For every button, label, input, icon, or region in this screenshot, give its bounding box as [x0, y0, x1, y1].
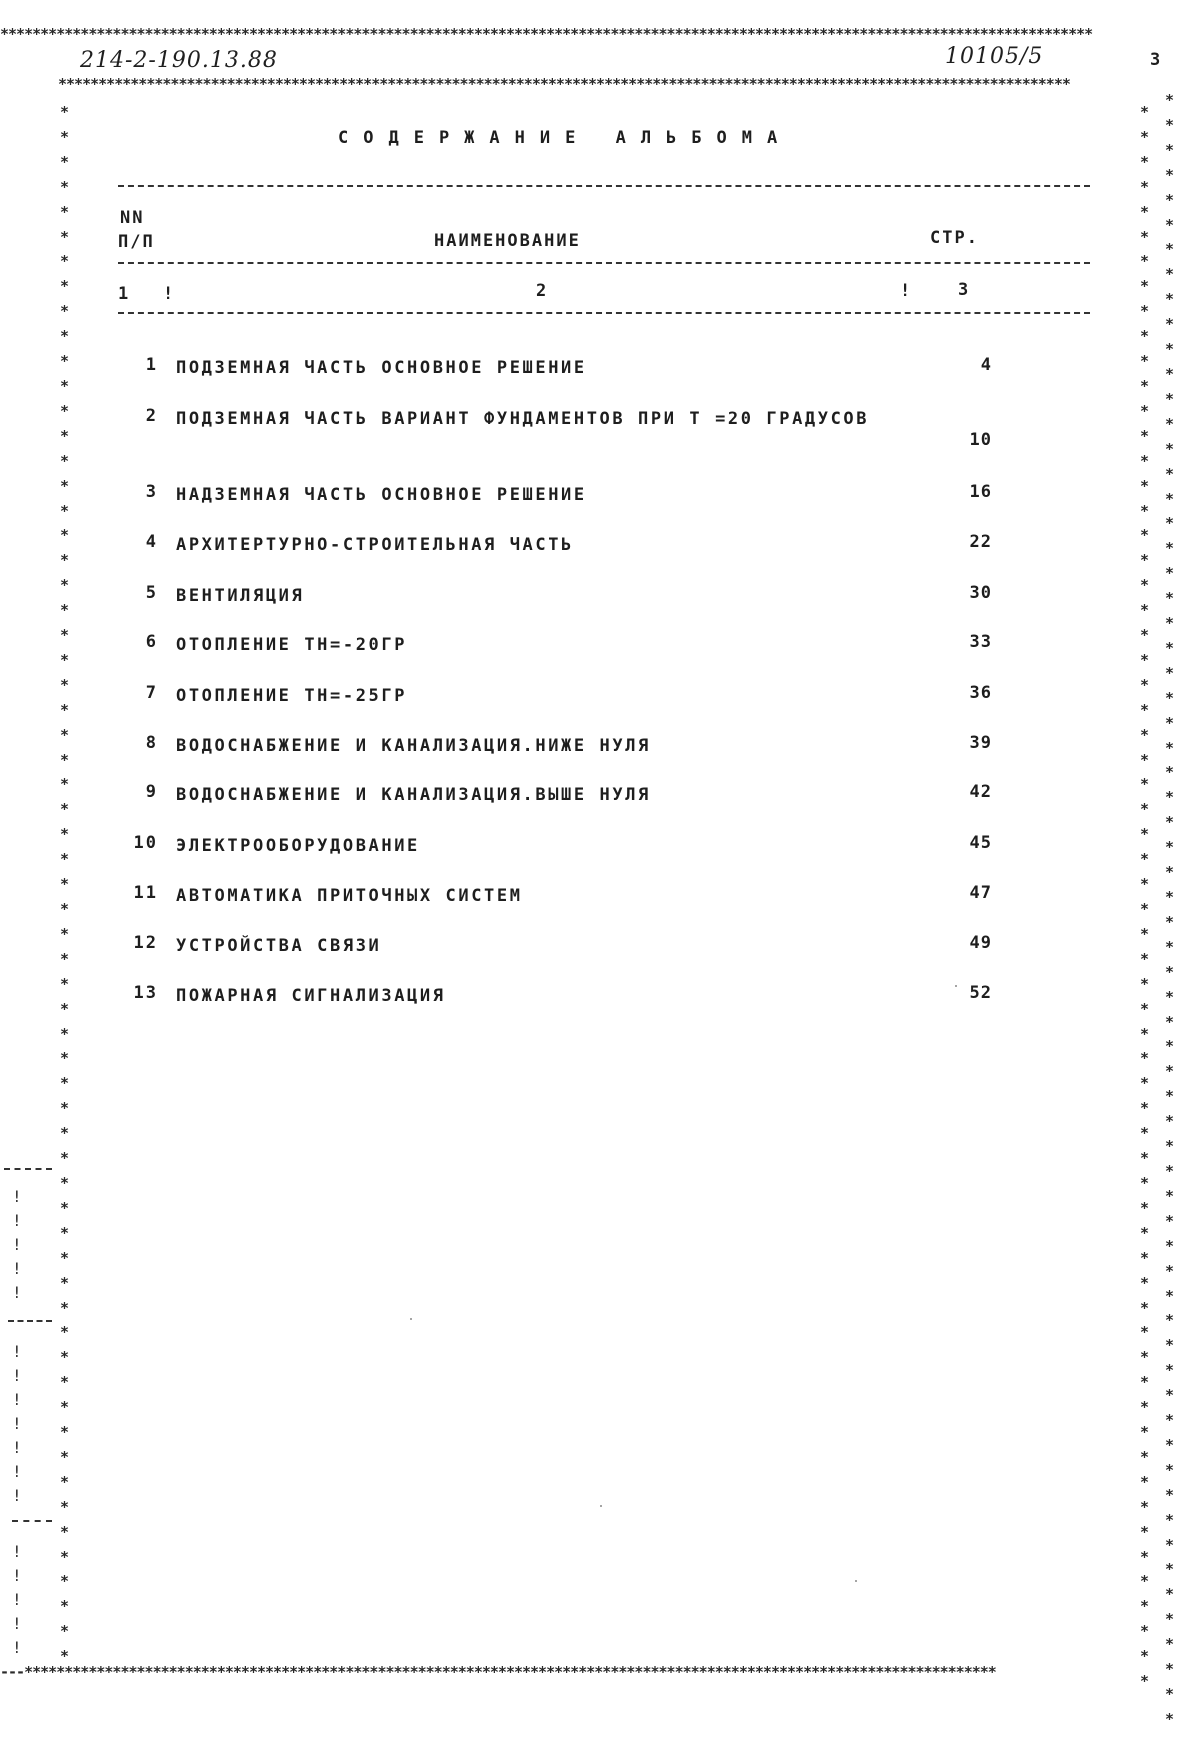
entry-name: НАДЗЕМНАЯ ЧАСТЬ ОСНОВНОЕ РЕШЕНИЕ: [176, 485, 587, 505]
toc-entry: [0, 782, 1200, 832]
col-name-header: НАИМЕНОВАНИЕ: [434, 231, 581, 251]
toc-entry: [0, 983, 1200, 1033]
col-page-header: СТР.: [930, 228, 979, 248]
entry-page: 22: [969, 532, 992, 552]
entry-name: ПОЖАРНАЯ СИГНАЛИЗАЦИЯ: [176, 986, 446, 1006]
toc-entry: [0, 883, 1200, 933]
entry-number: 4: [145, 532, 158, 552]
margin-marks: ! ! ! ! !: [12, 1187, 22, 1302]
entry-name: ОТОПЛЕНИЕ ТН=-20ГР: [176, 635, 408, 655]
entry-number: 5: [145, 583, 158, 603]
margin-dash: [8, 1320, 52, 1322]
entry-page: 10: [969, 430, 992, 450]
entry-page: 45: [969, 833, 992, 853]
toc-entry: [0, 933, 1200, 983]
sheet-number: 3: [1150, 50, 1163, 70]
entry-number: 8: [145, 733, 158, 753]
table-rule-mid: [118, 262, 1090, 264]
col-index-2: 2: [536, 281, 549, 301]
entry-name: ОТОПЛЕНИЕ ТН=-25ГР: [176, 686, 408, 706]
scan-speck: [855, 1580, 857, 1582]
toc-entry: [0, 833, 1200, 883]
entry-page: 49: [969, 933, 992, 953]
col-index-1: 1: [118, 284, 131, 304]
col-num-header-line1: NN: [120, 208, 145, 228]
toc-entry: [0, 406, 1200, 466]
entry-page: 39: [969, 733, 992, 753]
col-separator: !: [900, 281, 913, 301]
header-star-border: ******************************************************************************************************************************: [58, 75, 1070, 93]
col-num-header-line2: П/П: [118, 232, 155, 252]
entry-page: 36: [969, 683, 992, 703]
entry-number: 9: [145, 782, 158, 802]
entry-number: 1: [145, 355, 158, 375]
right-star-border-2: * * * * * * * * * * * * * * * * * * * * * * * * * * * * * * * * * * * * * * * * * * * * * * * * * * * * * * * * * * * * * * * * * *: [1164, 91, 1174, 1728]
toc-entry: [0, 683, 1200, 733]
entry-name: ПОДЗЕМНАЯ ЧАСТЬ ОСНОВНОЕ РЕШЕНИЕ: [176, 358, 587, 378]
scan-speck: [410, 1318, 412, 1320]
table-rule-bottom: [118, 312, 1090, 314]
toc-entry: [0, 583, 1200, 633]
scan-speck: [955, 985, 957, 987]
table-rule-top: [118, 185, 1090, 187]
entry-page: 47: [969, 883, 992, 903]
left-star-border: * * * * * * * * * * * * * * * * * * * * * * * * * * * * * * * * * * * * * * * * * * * * * * * * * * * * * * * * * * * * * * *: [59, 103, 69, 1660]
toc-entry: [0, 482, 1200, 532]
entry-name: АВТОМАТИКА ПРИТОЧНЫХ СИСТЕМ: [176, 886, 523, 906]
toc-entry: [0, 355, 1200, 405]
entry-page: 30: [969, 583, 992, 603]
entry-number: 12: [133, 933, 158, 953]
entry-number: 11: [133, 883, 158, 903]
toc-entry: [0, 632, 1200, 682]
entry-page: 16: [969, 482, 992, 502]
entry-name: АРХИТЕРТУРНО-СТРОИТЕЛЬНАЯ ЧАСТЬ: [176, 535, 574, 555]
album-code: 10105/5: [945, 44, 1044, 69]
top-star-border: ****************************************************************************************************************************************: [0, 25, 1093, 43]
col-separator: !: [163, 284, 176, 304]
col-index-3: 3: [958, 280, 971, 300]
entry-name: ВОДОСНАБЖЕНИЕ И КАНАЛИЗАЦИЯ.ВЫШЕ НУЛЯ: [176, 785, 651, 805]
scan-speck: [600, 1505, 602, 1507]
entry-page: 52: [969, 983, 992, 1003]
entry-name: ВЕНТИЛЯЦИЯ: [176, 586, 305, 606]
entry-page: 42: [969, 782, 992, 802]
entry-name: УСТРОЙСТВА СВЯЗИ: [176, 936, 382, 956]
entry-number: 10: [133, 833, 158, 853]
margin-marks: ! ! ! ! ! ! !: [12, 1342, 22, 1505]
entry-name: ЭЛЕКТРООБОРУДОВАНИЕ: [176, 836, 420, 856]
margin-dash: [4, 1168, 52, 1170]
entry-number: 6: [145, 632, 158, 652]
entry-page: 33: [969, 632, 992, 652]
margin-dash: [12, 1520, 52, 1522]
toc-entry: [0, 532, 1200, 582]
toc-entry: [0, 733, 1200, 783]
entry-number: 3: [145, 482, 158, 502]
bottom-star-border: ---*************************************************************************************************************************: [0, 1663, 996, 1681]
entry-number: 7: [145, 683, 158, 703]
album-contents-title: СОДЕРЖАНИЕ АЛЬБОМА: [338, 128, 793, 148]
right-star-border-1: * * * * * * * * * * * * * * * * * * * * * * * * * * * * * * * * * * * * * * * * * * * * * * * * * * * * * * * * * * * * * * * *: [1139, 103, 1149, 1691]
entry-name: ВОДОСНАБЖЕНИЕ И КАНАЛИЗАЦИЯ.НИЖЕ НУЛЯ: [176, 736, 651, 756]
doc-code: 214-2-190.13.88: [80, 48, 278, 73]
entry-number: 13: [133, 983, 158, 1003]
entry-number: 2: [145, 406, 158, 426]
entry-name: ПОДЗЕМНАЯ ЧАСТЬ ВАРИАНТ ФУНДАМЕНТОВ ПРИ Т =20 ГРАДУСОВ: [176, 409, 870, 429]
margin-marks: ! ! ! ! !: [12, 1542, 22, 1657]
entry-page: 4: [980, 355, 992, 375]
